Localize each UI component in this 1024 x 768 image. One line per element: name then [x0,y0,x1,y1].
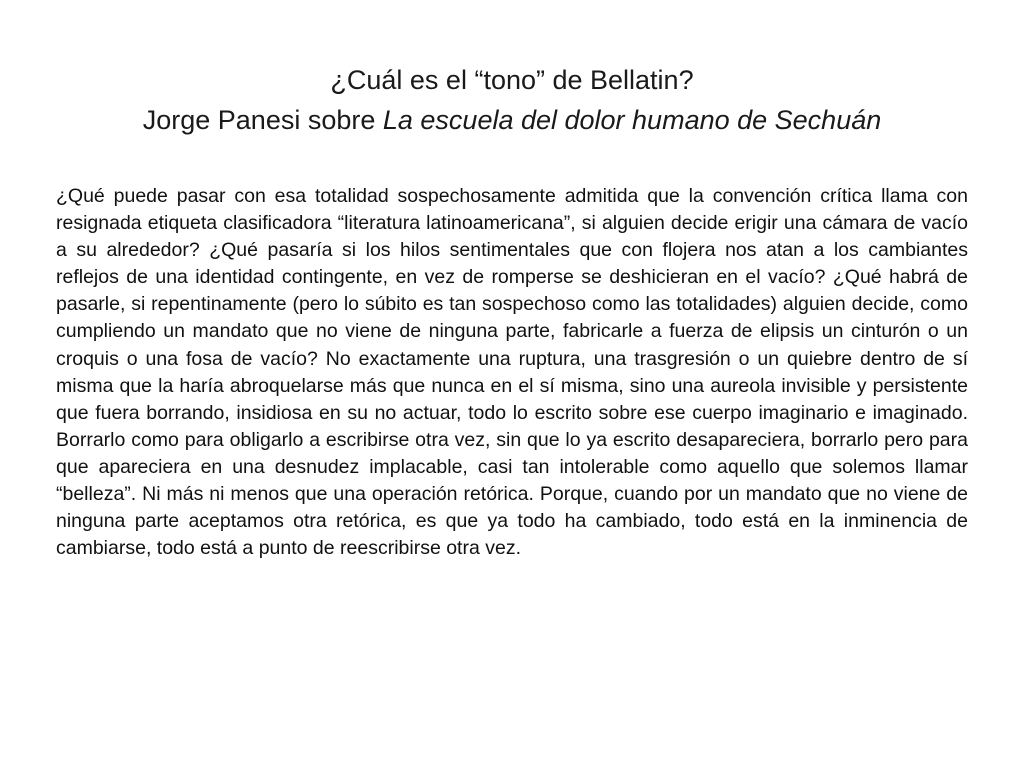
title-line-2-book-title: La escuela del dolor humano de Sechuán [382,105,882,135]
slide-title [40,60,984,140]
title-line-2 [40,100,984,140]
body-paragraph: ¿Qué puede pasar con esa totalidad sospechosamente admitida que la convención crítica llama con resignada etiqueta clasificadora “literatura latinoamericana”, si alguien decide erigir una cámara de vacío a su alrededor? ¿Qué pasaría si los hilos sentimentales que con flojera nos atan a los cambiantes reflejos de una identidad contingente, en vez de romperse se deshicieran en el vacío? ¿Qué habrá de pasarle, si repentinamente (pero lo súbito es tan sospechoso como las totalidades) alguien decide, como cumpliendo un mandato que no viene de ninguna parte, fabricarle a fuerza de elipsis un cinturón o un croquis o una fosa de vacío? No exactamente una ruptura, una trasgresión o un quiebre dentro de sí misma que la haría abroquelarse más que nunca en el sí misma, sino una aureola invisible y persistente que fuera borrando, insidiosa en su no actuar, todo lo escrito sobre ese cuerpo imaginario e imaginado. Borrarlo como para obligarlo a escribirse otra vez, sin que lo ya escrito desapareciera, borrarlo pero para que apareciera en una desnudez implacable, casi tan intolerable como aquello que solemos llamar “belleza”. Ni más ni menos que una operación retórica. Porque, cuando por un mandato que no viene de ninguna parte aceptamos otra retórica, es que ya todo ha cambiado, todo está en la inminencia de cambiarse, todo está a punto de reescribirse otra vez. [56,185,968,560]
title-line-1: ¿Cuál es el “tono” de Bellatin? [330,65,694,95]
title-line-2-prefix: Jorge Panesi sobre [142,105,383,135]
